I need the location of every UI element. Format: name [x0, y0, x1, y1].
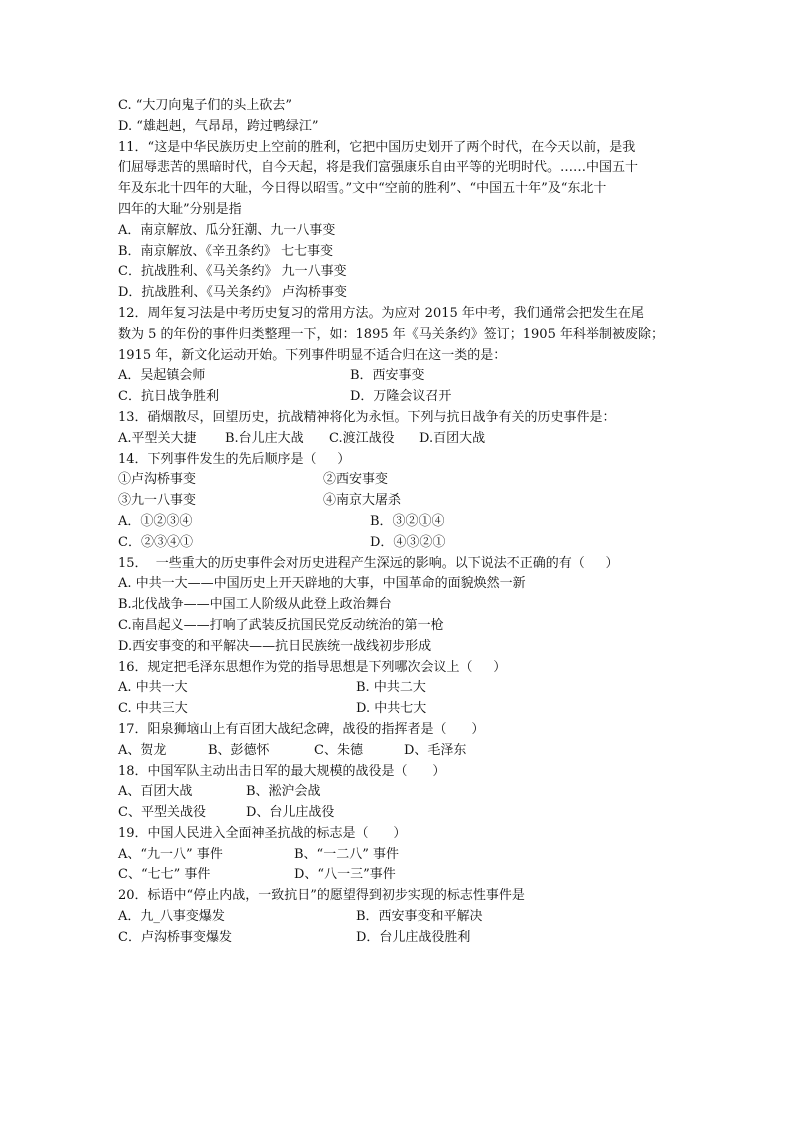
q14-item: ③九一八事变: [118, 493, 197, 509]
q13-option: A.平型关大捷: [118, 430, 197, 446]
q11-option: D．抗战胜利、《马关条约》 卢沟桥事变: [118, 285, 348, 301]
q16-option: A. 中共一大: [118, 680, 188, 696]
q11-option: A．南京解放、瓜分狂潮、九一八事变: [118, 222, 336, 238]
q14-options-row: [118, 512, 688, 533]
q17-options-row: [118, 741, 688, 762]
q15-option: A. 中共一大——中国历史上开天辟地的大事，中国革命的面貌焕然一新: [118, 576, 526, 592]
q12-options-row: [118, 366, 688, 387]
q14-option: D．④③②①: [370, 534, 446, 550]
q14-option: B．③②①④: [370, 513, 445, 529]
q16-option: B. 中共二大: [356, 680, 426, 696]
q14-items-row: [118, 470, 688, 491]
q13-option: B.台儿庄大战: [225, 430, 304, 446]
q12-stem-line: 12．周年复习法是中考历史复习的常用方法。为应对 2015 年中考，我们通常会把发生在尾: [118, 305, 644, 321]
q20-stem: 20．标语中“停止内战，一致抗日”的愿望得到初步实现的标志性事件是: [118, 888, 525, 904]
q18-options-row: [118, 803, 688, 824]
q20-option: D．台儿庄战役胜利: [356, 929, 471, 945]
q10-option-d: D. “雄赳赳，气昂昂，跨过鸭绿江”: [118, 118, 319, 134]
q15-option: C.南昌起义——打响了武装反抗国民党反动统治的第一枪: [118, 617, 444, 633]
q10-option-c: C. “大刀向鬼子们的头上砍去”: [118, 98, 293, 113]
q16-options-row: [118, 678, 688, 699]
q18-option: B、淞沪会战: [246, 784, 321, 800]
q20-option: B．西安事变和平解决: [356, 909, 483, 925]
q11-option: C．抗战胜利、《马关条约》 九一八事变: [118, 264, 347, 280]
q11-stem-line: 11．“这是中华民族历史上空前的胜利，它把中国历史划开了两个时代，在今天以前，是我: [118, 139, 636, 155]
q19-option: D、“八一三”事件: [294, 867, 396, 883]
q14-option: C．②③④①: [118, 534, 193, 550]
q14-stem: 14．下列事件发生的先后顺序是（ ）: [118, 451, 351, 467]
q19-options-row: [118, 865, 688, 886]
q15-option: D.西安事变的和平解决——抗日民族统一战线初步形成: [118, 638, 432, 654]
q15-option: B.北伐战争——中国工人阶级从此登上政治舞台: [118, 597, 392, 613]
q16-options-row: [118, 699, 688, 720]
q17-option: B、彭德怀: [208, 742, 270, 758]
q17-option: C、朱德: [314, 742, 363, 758]
q17-stem: 17．阳泉狮垴山上有百团大战纪念碑，战役的指挥者是（ ）: [118, 721, 485, 737]
q20-options-row: [118, 907, 688, 928]
q19-option: B、“一二八” 事件: [294, 846, 399, 862]
q14-options-row: [118, 533, 688, 554]
q11-option: B．南京解放、《辛丑条约》 七七事变: [118, 243, 334, 259]
q18-option: C、平型关战役: [118, 805, 206, 821]
q12-option: B．西安事变: [350, 368, 425, 384]
q18-option: D、台儿庄战役: [246, 805, 335, 821]
q14-items-row: [118, 491, 688, 512]
q20-option: A．九_八事变爆发: [118, 909, 225, 925]
q11-stem-line: 四年的大耻”分别是指: [118, 201, 242, 217]
q14-item: ②西安事变: [323, 472, 389, 488]
q19-option: C、“七七” 事件: [118, 867, 211, 883]
q20-options-row: [118, 928, 688, 949]
q11-stem-line: 年及东北十四年的大耻，今日得以昭雪。”文中“空前的胜利”、“中国五十年”及“东北十: [118, 181, 607, 197]
q12-stem-line: 1915 年，新文化运动开始。下列事件明显不适合归在这一类的是：: [118, 347, 507, 363]
q12-stem-line: 数为 5 的年份的事件归类整理一下，如：1895 年《马关条约》签订；1905 年科举制被废除；: [118, 326, 664, 342]
q16-option: C. 中共三大: [118, 701, 188, 717]
q15-stem: 15． 一些重大的历史事件会对历史进程产生深远的影响。以下说法不正确的有（ ）: [118, 555, 619, 571]
q12-option: A．吴起镇会师: [118, 368, 206, 384]
q18-options-row: [118, 782, 688, 803]
q13-option: C.渡江战役: [329, 430, 395, 446]
q13-stem: 13．硝烟散尽，回望历史，抗战精神将化为永恒。下列与抗日战争有关的历史事件是：: [118, 409, 616, 425]
q12-option: C．抗日战争胜利: [118, 389, 219, 405]
q14-item: ①卢沟桥事变: [118, 472, 197, 488]
q11-stem-line: 们屈辱悲苦的黑暗时代，自今天起，将是我们富强康乐自由平等的光明时代。……中国五十: [118, 160, 639, 176]
q20-option: C．卢沟桥事变爆发: [118, 929, 232, 945]
q19-stem: 19．中国人民进入全面神圣抗战的标志是（ ）: [118, 825, 407, 841]
q12-option: D．万隆会议召开: [350, 389, 452, 405]
q19-options-row: [118, 845, 688, 866]
q13-options-row: [118, 429, 688, 450]
q17-option: A、贺龙: [118, 742, 167, 758]
q13-option: D.百团大战: [419, 430, 486, 446]
q16-stem: 16．规定把毛泽东思想作为党的指导思想是下列哪次会议上（ ）: [118, 659, 507, 675]
q17-option: D、毛泽东: [404, 742, 467, 758]
exam-page: [118, 96, 688, 949]
q16-option: D. 中共七大: [356, 701, 427, 717]
q18-stem: 18．中国军队主动出击日军的最大规模的战役是（ ）: [118, 763, 446, 779]
q18-option: A、百团大战: [118, 784, 193, 800]
q19-option: A、“九一八” 事件: [118, 846, 223, 862]
q14-item: ④南京大屠杀: [323, 493, 402, 509]
q14-option: A．①②③④: [118, 513, 193, 529]
q12-options-row: [118, 387, 688, 408]
